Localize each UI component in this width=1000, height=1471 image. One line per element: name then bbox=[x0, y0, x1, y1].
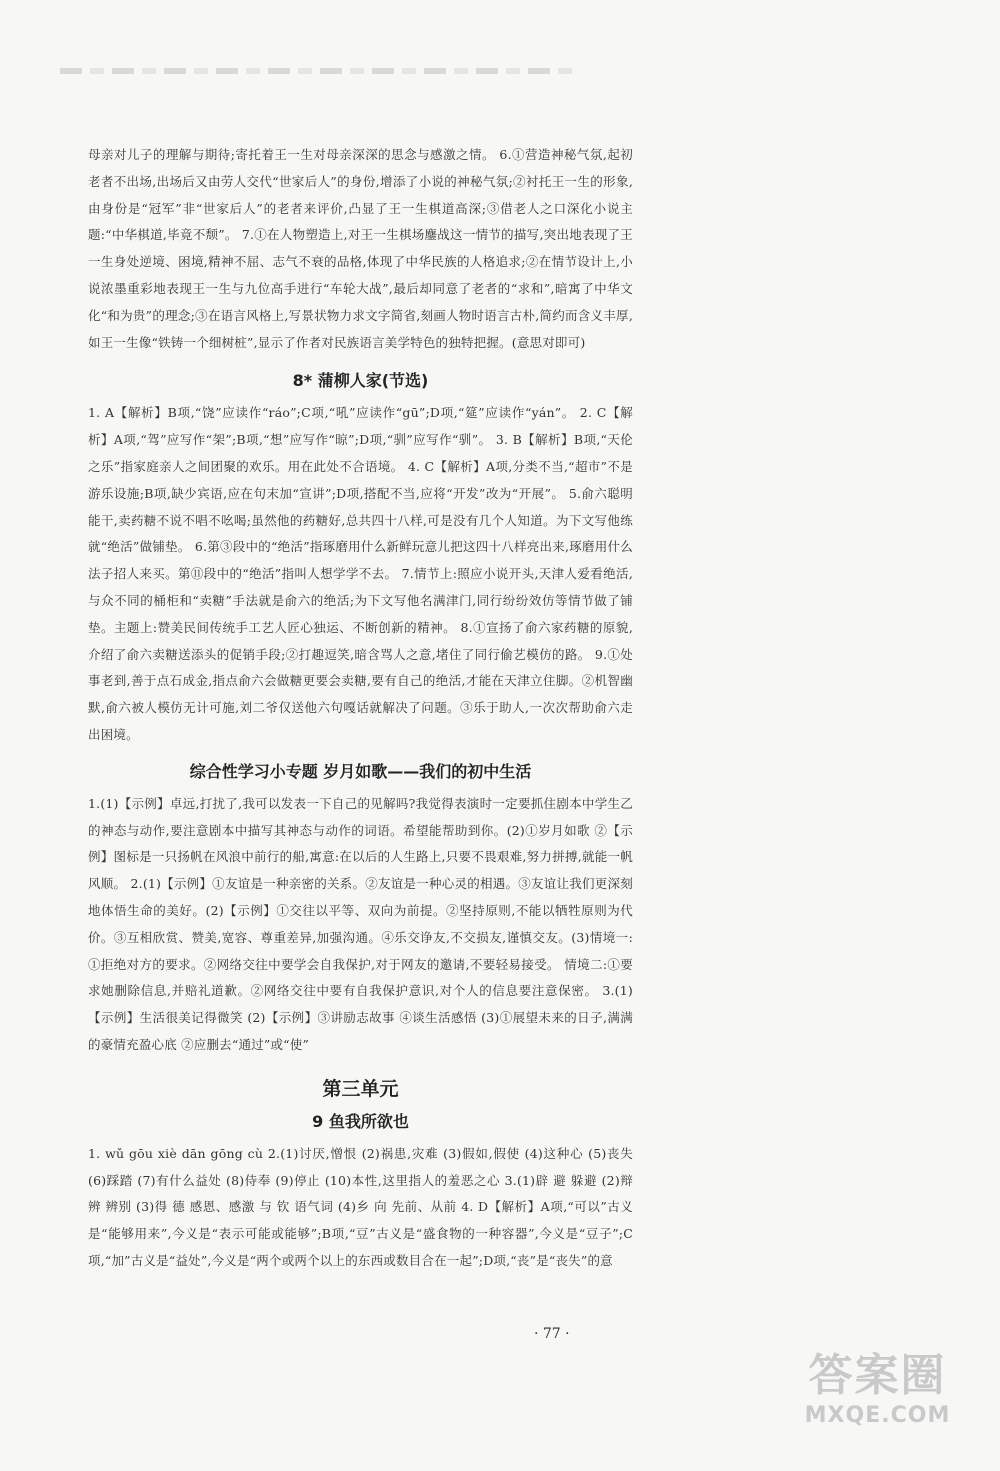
watermark-en: MXQE.COM bbox=[804, 1402, 951, 1428]
answer-paragraph-lesson8: 1. A【解析】B项,“饶”应读作“ráo”;C项,“吼”应读作“gū”;D项,“筵”应读作“yán”。 2. C【解析】A项,“驾”应写作“架”;B项,“想”应写作“晾”;D项,“驯”应写作“驯”。 3. B【解析】B项,“天伦之乐”指家庭亲人之间团聚的欢乐。用在此处不合语境。 4. C【解析】A项,分类不当,“超市”不是游乐设施;B项,缺少宾语,应在句末加“宣讲”;D项,搭配不当,应将“开发”改为“开展”。 5.俞六聪明能干,卖药糖不说不唱不吆喝;虽然他的药糖好,总共四十八样,可是没有几个人知道。为下文写他练就“绝活”做铺垫。 6.第③段中的“绝活”指琢磨用什么新鲜玩意儿把这四十八样亮出来,琢磨用什么法子招人来买。第⑪段中的“绝活”指叫人想学学不去。 7.情节上:照应小说开头,天津人爱看绝活,与众不同的桶柜和“卖糖”手法就是俞六的绝活;为下文写他名满津门,同行纷纷效仿等情节做了铺垫。主题上:赞美民间传统手工艺人匠心独运、不断创新的精神。 8.①宣扬了俞六家药糖的原貌,介绍了俞六卖糖送添头的促销手段;②打趣逗笑,暗含骂人之意,堵住了同行偷艺模仿的路。 9.①处事老到,善于点石成金,指点俞六会做糖更要会卖糖,要有自己的绝活,才能在天津立住脚。②机智幽默,俞六被人模仿无计可施,刘二爷仅送他六句嘎话就解决了问题。③乐于助人,一次次帮助俞六走出困境。 bbox=[88, 405, 633, 742]
watermark-cn: 答案圈 bbox=[808, 1349, 947, 1401]
answer-paragraph-lesson9: 1. wǔ gōu xiè dān gōng cù 2.(1)讨厌,憎恨 (2)祸患,灾难 (3)假如,假使 (4)这种心 (5)丧失 (6)踩踏 (7)有什么益处 (8)侍奉 (9)停止 (10)本性,这里指人的羞恶之心 3.(1)辟 避 躲避 (2)辩 辨 辨别 (3)得 德 感恩、感激 与 钦 语气词 (4)乡 向 先前、从前 4. D【解析】A项,“可以”古义是“能够用来”,今义是“表示可能或能够”;B项,“豆”古义是“盛食物的一种容器”,今义是“豆子”;C项,“加”古义是“益处”,今义是“两个或两个以上的东西或数目合在一起”;D项,“丧”是“丧失”的意 bbox=[88, 1145, 633, 1268]
special-topic-heading: 综合性学习小专题 岁月如歌——我们的初中生活 bbox=[189, 761, 532, 781]
page-number: · 77 · bbox=[534, 1326, 570, 1342]
lesson-8-heading: 8* 蒲柳人家(节选) bbox=[292, 371, 429, 391]
top-rule bbox=[60, 68, 580, 74]
watermark-logo bbox=[775, 1323, 980, 1443]
answer-paragraph-special-topic: 1.(1)【示例】卓远,打扰了,我可以发表一下自己的见解吗?我觉得表演时一定要抓住剧本中学生乙的神态与动作,要注意剧本中描写其神态与动作的词语。希望能帮助到你。(2)①岁月如歌 ②【示例】图标是一只扬帆在风浪中前行的船,寓意:在以后的人生路上,只要不畏艰难,努力拼搏,就能一帆风顺。 2.(1)【示例】①友谊是一种亲密的关系。②友谊是一种心灵的相遇。③友谊让我们更深刻地体悟生命的美好。(2)【示例】①交往以平等、双向为前提。②坚持原则,不能以牺牲原则为代价。③互相欣赏、赞美,宽容、尊重差异,加强沟通。④乐交诤友,不交损友,谨慎交友。(3)情境一:①拒绝对方的要求。②网络交往中要学会自我保护,对于网友的邀请,不要轻易接受。 情境二:①要求她删除信息,并赔礼道歉。②网络交往中要有自我保护意识,对个人的信息要注意保密。 3.(1)【示例】生活很美记得微笑 (2)【示例】③讲励志故事 ④谈生活感悟 (3)①展望未来的日子,满满的豪情充盈心底 ②应删去“通过”或“使” bbox=[88, 795, 633, 1052]
unit-3-heading: 第三单元 bbox=[322, 1077, 399, 1100]
page-content bbox=[88, 142, 633, 1275]
answer-paragraph-lesson7: 母亲对儿子的理解与期待;寄托着王一生对母亲深深的思念与感激之情。 6.①营造神秘气氛,起初老者不出场,出场后又由劳人交代“世家后人”的身份,增添了小说的神秘气氛;②衬托王一生的形象,由身份是“冠军”非“世家后人”的老者来评价,凸显了王一生棋道高深;③借老人之口深化小说主题:“中华棋道,毕竟不颓”。 7.①在人物塑造上,对王一生棋场鏖战这一情节的描写,突出地表现了王一生身处逆境、困境,精神不屈、志气不衰的品格,体现了中华民族的人格追求;②在情节设计上,小说浓墨重彩地表现王一生与九位高手进行“车轮大战”,最后却同意了老者的“求和”,暗寓了中华文化“和为贵”的理念;③在语言风格上,写景状物力求文字简省,刻画人物时语言古朴,简约而含义丰厚,如王一生像“铁铸一个细树桩”,显示了作者对民族语言美学特色的独特把握。(意思对即可) bbox=[88, 147, 633, 350]
lesson-9-heading: 9 鱼我所欲也 bbox=[312, 1111, 409, 1131]
